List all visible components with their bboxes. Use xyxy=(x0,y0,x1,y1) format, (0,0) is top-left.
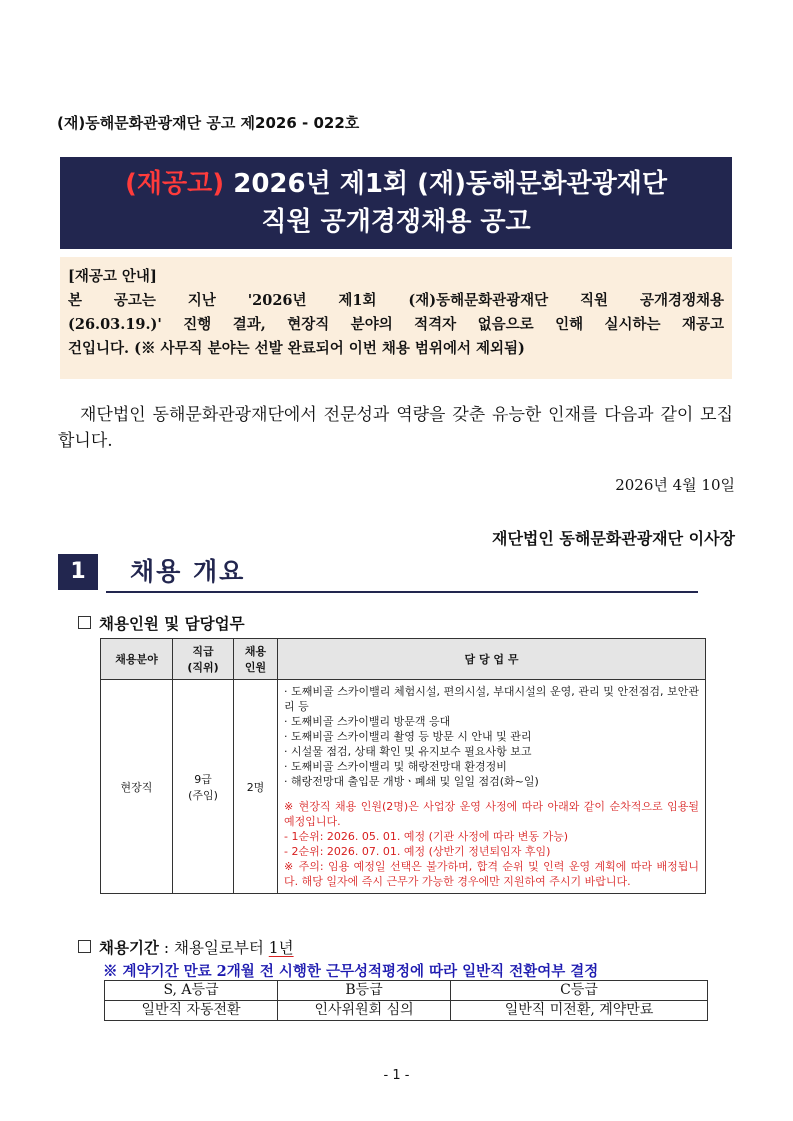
header-grade-line-1: 직급 xyxy=(192,645,214,658)
section-number: 1 xyxy=(58,554,98,590)
title-line-2: 직원 공개경쟁채용 공고 xyxy=(261,207,531,237)
contract-duration: 1년 xyxy=(268,939,294,957)
grade-header: B등급 xyxy=(278,981,451,1001)
table-header-row xyxy=(101,639,706,680)
cell-grade xyxy=(173,680,234,894)
subsection-contract-text: : 채용일로부터 xyxy=(158,939,269,957)
title-line-1-text: 2026년 제1회 (재)동해문화관광재단 xyxy=(224,169,667,199)
repost-body-line-2: (26.03.19.)' 진행 결과, 현장직 분야의 적격자 없음으로 인해 실시하는 재공고 xyxy=(68,316,725,333)
repost-heading: [재공고 안내] xyxy=(68,268,157,285)
title-line-1 xyxy=(60,165,732,203)
section-title: 채용 개요 xyxy=(130,557,246,586)
grade-header: C등급 xyxy=(451,981,708,1001)
header-count-line-2: 인원 xyxy=(244,661,267,674)
header-duties: 담 당 업 무 xyxy=(278,639,706,680)
header-count xyxy=(234,639,278,680)
subsection-contract-label: 채용기간 xyxy=(99,939,159,957)
note-item: ※ 현장직 채용 인원(2명)은 사업장 운영 사정에 따라 아래와 같이 순차적으로 임용될 예정입니다. xyxy=(284,800,699,828)
header-count-line-1: 채용 xyxy=(244,645,267,658)
contract-note: ※ 계약기간 만료 2개월 전 시행한 근무성적평정에 따라 일반직 전환여부 결정 xyxy=(103,963,599,980)
notice-number: (재)동해문화관광재단 공고 제2026 - 022호 xyxy=(57,114,360,132)
grade-table xyxy=(104,980,708,1021)
cell-field: 현장직 xyxy=(101,680,173,894)
repost-tag: (재공고) xyxy=(125,169,225,199)
intro-paragraph: 재단법인 동해문화관광재단에서 전문성과 역량을 갖춘 유능한 인재를 다음과 같이 모집합니다. xyxy=(58,405,733,451)
checkbox-icon xyxy=(78,940,91,953)
duty-item: · 도째비골 스카이밸리 및 해랑전망대 환경정비 xyxy=(284,760,507,773)
repost-body-line-3: 건입니다. (※ 사무직 분야는 선발 완료되어 이번 채용 범위에서 제외됨) xyxy=(68,340,525,357)
checkbox-icon xyxy=(78,616,91,629)
repost-notice-box xyxy=(60,257,732,379)
grade-value-row xyxy=(105,1001,708,1021)
subsection-contract-period xyxy=(78,936,294,958)
section-underline xyxy=(106,591,698,593)
recruitment-table xyxy=(100,638,706,894)
cell-duties xyxy=(278,680,706,894)
duty-item: · 시설물 점검, 상태 확인 및 유지보수 필요사항 보고 xyxy=(284,745,532,758)
grade-value: 인사위원회 심의 xyxy=(278,1001,451,1021)
page-number: - 1 - xyxy=(383,1068,410,1083)
duty-item: · 도째비골 스카이밸리 체험시설, 편의시설, 부대시설의 운영, 관리 및 안전점검, 보안관리 등 xyxy=(284,685,699,713)
note-item: ※ 주의: 임용 예정일 선택은 불가하며, 합격 순위 및 인력 운영 계획에 따라 배정됩니다. 해당 일자에 즉시 근무가 가능한 경우에만 지원하여 주시기 바랍니다. xyxy=(284,860,699,888)
grade-value: 일반직 자동전환 xyxy=(105,1001,278,1021)
header-grade xyxy=(173,639,234,680)
grade-header-row xyxy=(105,981,708,1001)
cell-count: 2명 xyxy=(234,680,278,894)
duty-item: · 도째비골 스카이밸리 촬영 등 방문 시 안내 및 관리 xyxy=(284,730,532,743)
signer: 재단법인 동해문화관광재단 이사장 xyxy=(492,529,735,548)
table-row xyxy=(101,680,706,894)
cell-grade-line-2: (주임) xyxy=(188,788,218,802)
header-grade-line-2: (직위) xyxy=(187,661,219,674)
duty-item: · 도째비골 스카이밸리 방문객 응대 xyxy=(284,715,451,728)
header-field: 채용분야 xyxy=(101,639,173,680)
subsection-recruitment xyxy=(78,612,245,634)
notice-date: 2026년 4월 10일 xyxy=(615,476,735,494)
cell-grade-line-1: 9급 xyxy=(194,772,212,786)
grade-header: S, A등급 xyxy=(105,981,278,1001)
title-banner xyxy=(60,157,732,249)
note-item: - 1순위: 2026. 05. 01. 예정 (기관 사정에 따라 변동 가능) xyxy=(284,830,569,843)
grade-value: 일반직 미전환, 계약만료 xyxy=(451,1001,708,1021)
duty-item: · 해랑전망대 출입문 개방ㆍ폐쇄 및 일일 점검(화~일) xyxy=(284,775,539,788)
subsection-recruitment-label: 채용인원 및 담당업무 xyxy=(99,615,245,633)
repost-body-line-1: 본 공고는 지난 '2026년 제1회 (재)동해문화관광재단 직원 공개경쟁채용 xyxy=(68,292,724,309)
note-item: - 2순위: 2026. 07. 01. 예정 (상반기 정년퇴임자 후임) xyxy=(284,845,551,858)
